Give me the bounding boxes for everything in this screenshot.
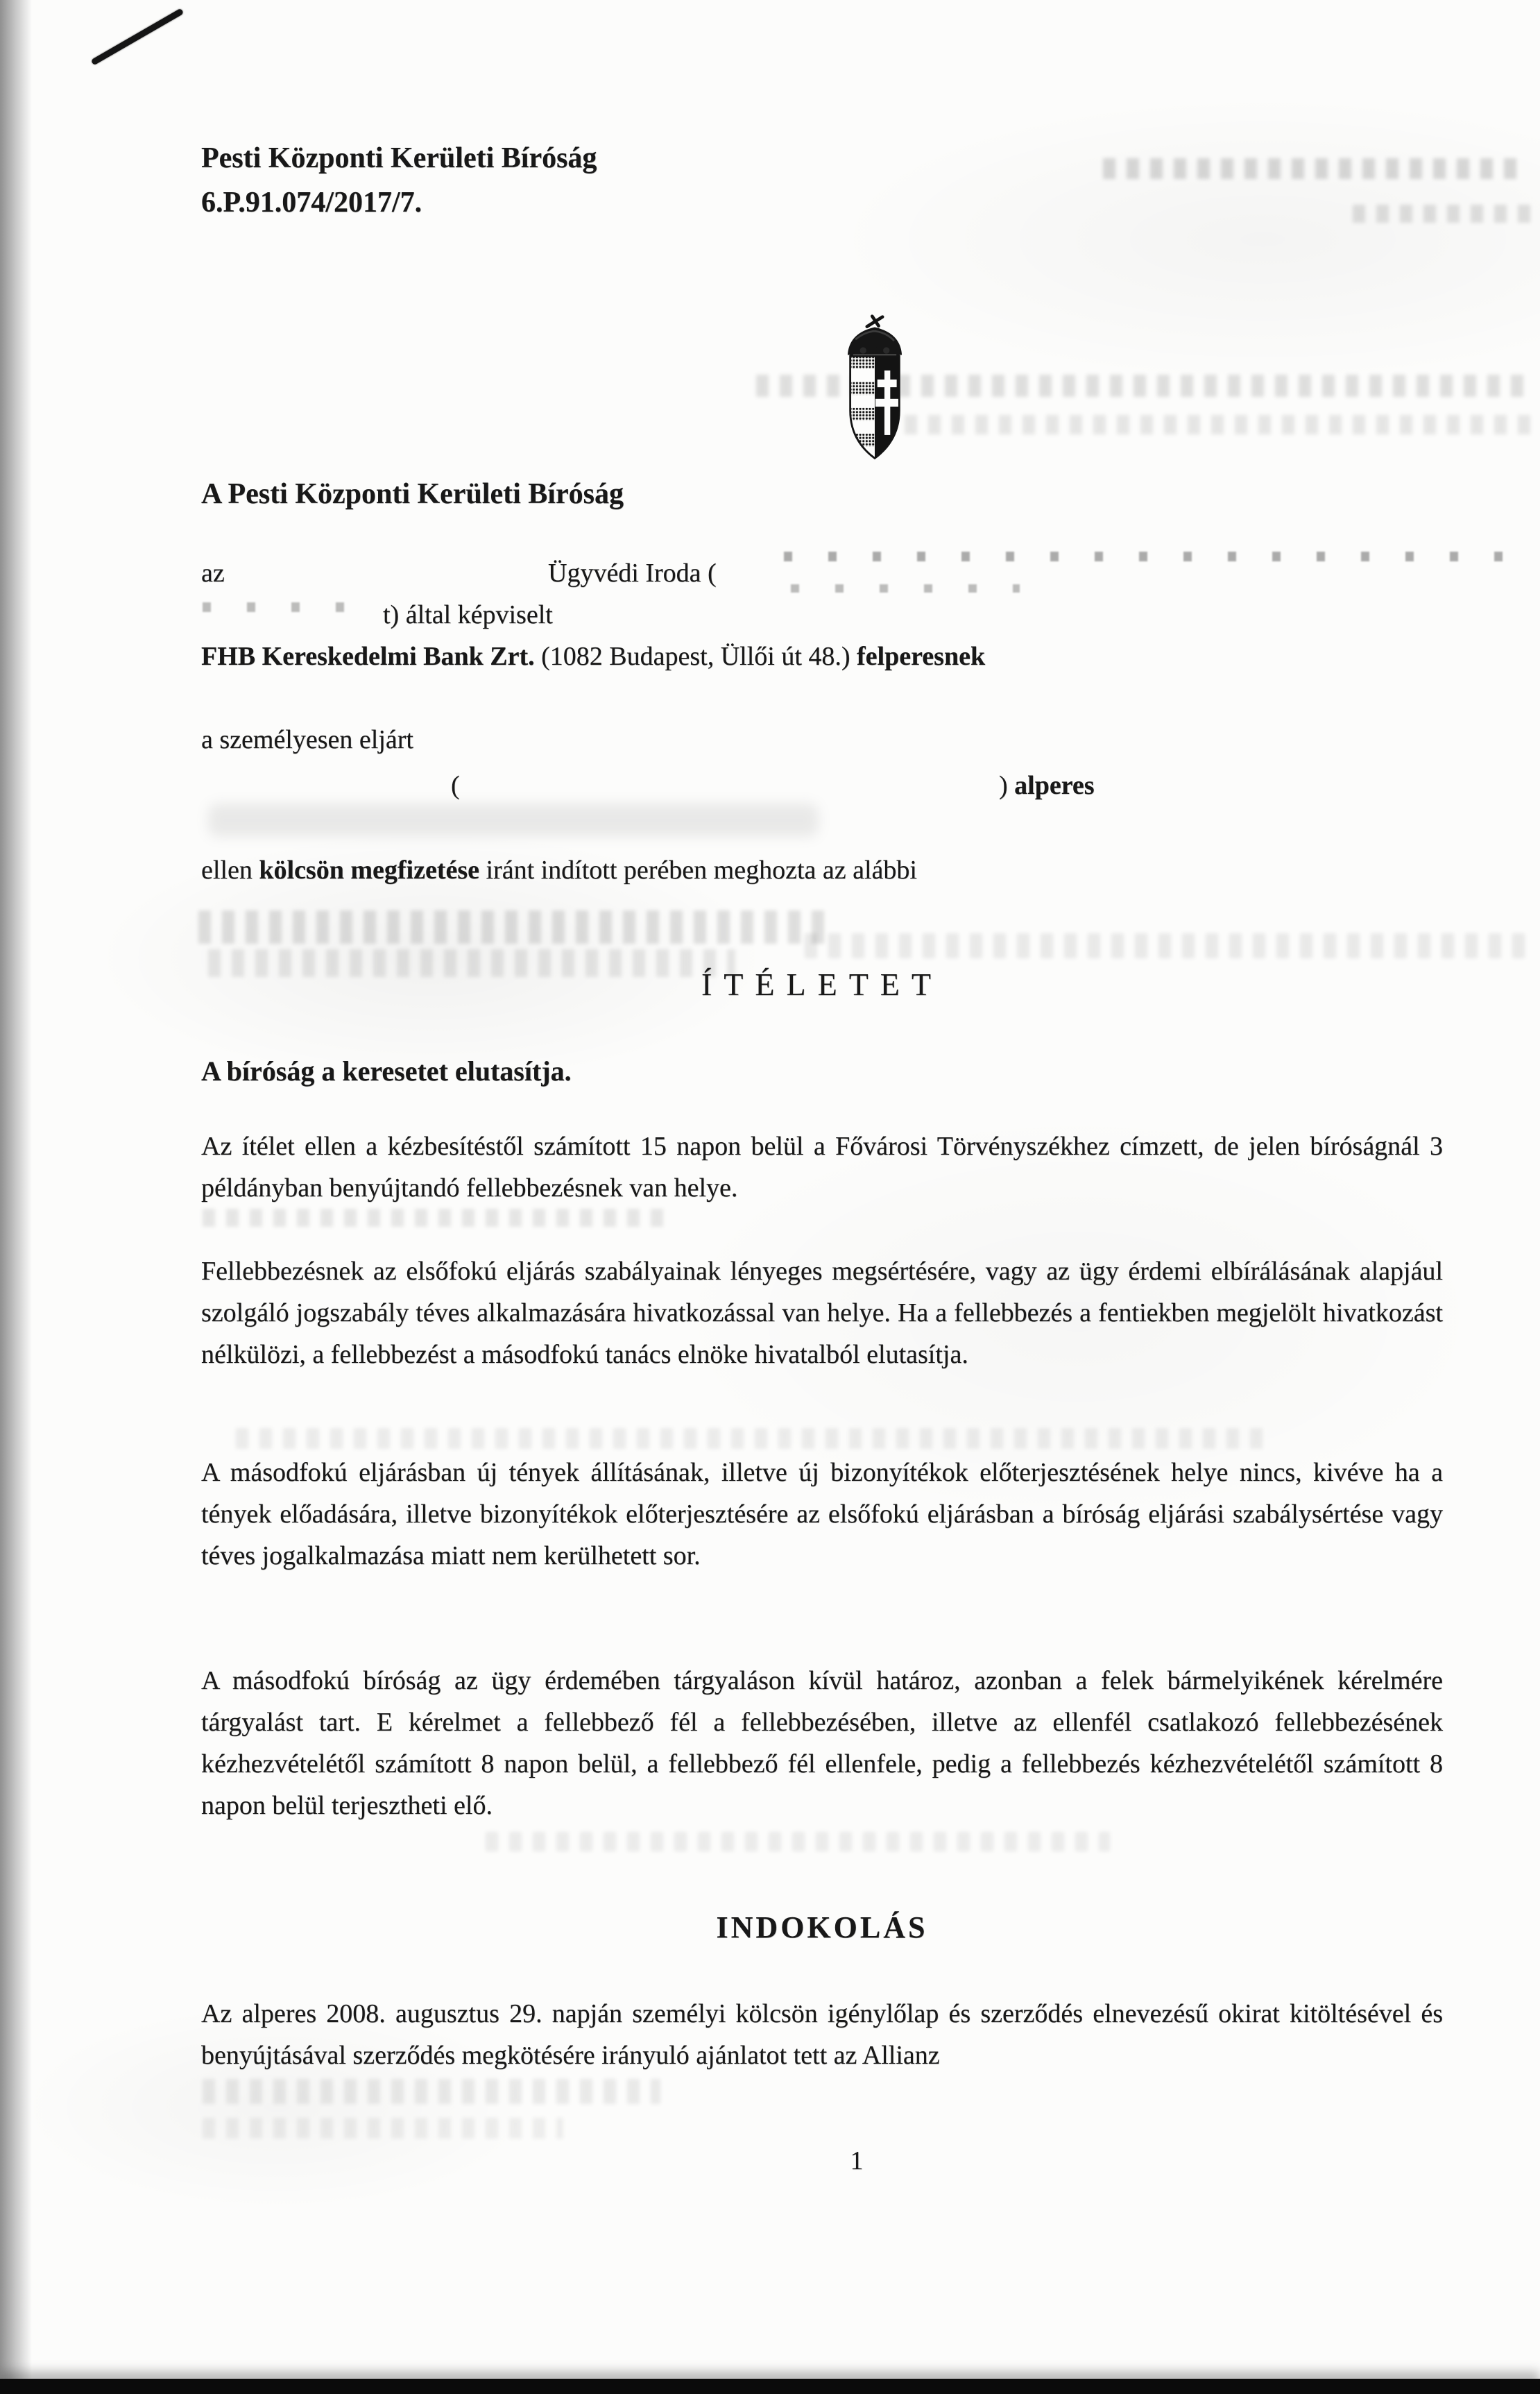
subject-prefix: ellen [201, 856, 259, 885]
paren-close: ) [999, 771, 1015, 800]
defendant-line [201, 765, 1443, 806]
case-number: 6.P.91.074/2017/7. [201, 187, 422, 219]
scan-edge-shadow [0, 0, 32, 2394]
bleedthrough-smudge [198, 910, 830, 944]
represented-line [201, 594, 1443, 636]
reasoning-heading: INDOKOLÁS [716, 1910, 928, 1944]
bleedthrough-smudge [236, 1428, 1263, 1449]
new-facts-paragraph: A másodfokú eljárásban új tények állításának, illetve új bizonyítékok előterjesztésének helye nincs, kivéve ha a tények előadására, illetve bizonyítékok előterjesztésére az elsőfokú eljárásban a bíróság eljárási szabálysértése vagy téves jogalkalmazása miatt nem kerülhetett sor. [201, 1458, 1443, 1570]
plaintiff-address: (1082 Budapest, Üllői út 48.) [534, 642, 857, 671]
document-header [201, 136, 1443, 225]
plaintiff-line [201, 636, 1443, 677]
bleedthrough-smudge [203, 2079, 660, 2104]
bleedthrough-smudge [486, 1832, 1110, 1851]
pen-stroke-mark [91, 8, 184, 66]
personally-line: a személyesen eljárt [201, 725, 413, 754]
plaintiff-role: felperesnek [857, 642, 986, 671]
court-line: A Pesti Központi Kerületi Bíróság [201, 478, 624, 510]
law-office-name: Ügyvédi Iroda ( [548, 559, 717, 588]
hungarian-coat-of-arms-icon [829, 314, 921, 462]
ruling-sentence: A bíróság a keresetet elutasítja. [201, 1055, 572, 1087]
bleedthrough-smudge [203, 2118, 563, 2139]
case-subject-line [201, 849, 1443, 891]
bleedthrough-smudge [805, 933, 1533, 958]
appeal-paragraph: Az ítélet ellen a kézbesítéstől számított 15 napon belül a Fővárosi Törvényszékhez címzett, de jelen bíróságnál 3 példányban benyújtandó fellebbezésnek van helye. [201, 1132, 1443, 1203]
az-label: az [201, 559, 225, 588]
bleedthrough-smudge [881, 415, 1533, 434]
bleedthrough-smudge [203, 1209, 674, 1227]
subject-bold: kölcsön megfizetése [259, 856, 479, 885]
represented-tail: t) által képviselt [383, 600, 553, 629]
defendant-role: alperes [1014, 771, 1095, 800]
redaction-trace [208, 804, 819, 837]
scan-edge-bottom [0, 2379, 1540, 2394]
reasoning-paragraph: Az alperes 2008. augusztus 29. napján személyi kölcsön igénylőlap és szerződés elnevezésű okirat kitöltésével és benyújtásával szerződés megkötésére irányuló ajánlatot tett az Allianz [201, 1999, 1443, 2070]
hearing-request-paragraph: A másodfokú bíróság az ügy érdemében tárgyaláson kívül határoz, azonban a felek bármelyikének kérelmére tárgyalást tart. E kérelmet a fellebbező fél a fellebbezésében, illetve az ellenfél csatlakozó fellebbezésének kézhezvételétől számított 8 napon belül, a fellebbező fél ellenfele, pedig a fellebbezés kézhezvételétől számított 8 napon belül terjesztheti elő. [201, 1666, 1443, 1820]
court-name: Pesti Központi Kerületi Bíróság [201, 142, 597, 174]
plaintiff-name: FHB Kereskedelmi Bank Zrt. [201, 642, 535, 671]
judgment-heading: ÍTÉLETET [701, 967, 943, 1002]
subject-suffix: iránt indított perében meghozta az alábbi [479, 856, 917, 885]
page-number: 1 [850, 2146, 864, 2175]
appeal-grounds-paragraph: Fellebbezésnek az elsőfokú eljárás szabályainak lényeges megsértésére, vagy az ügy érdemi elbírálásának alapjául szolgáló jogszabály téves alkalmazására hivatkozással van helye. Ha a fellebbezés a fentiekben megjelölt hivatkozást nélkülözi, a fellebbezést a másodfokú tanács elnöke hivatalból elutasítja. [201, 1257, 1443, 1369]
law-office-line [201, 552, 1443, 594]
defendant-role-wrap [999, 765, 1095, 806]
paren-open: ( [451, 771, 460, 800]
